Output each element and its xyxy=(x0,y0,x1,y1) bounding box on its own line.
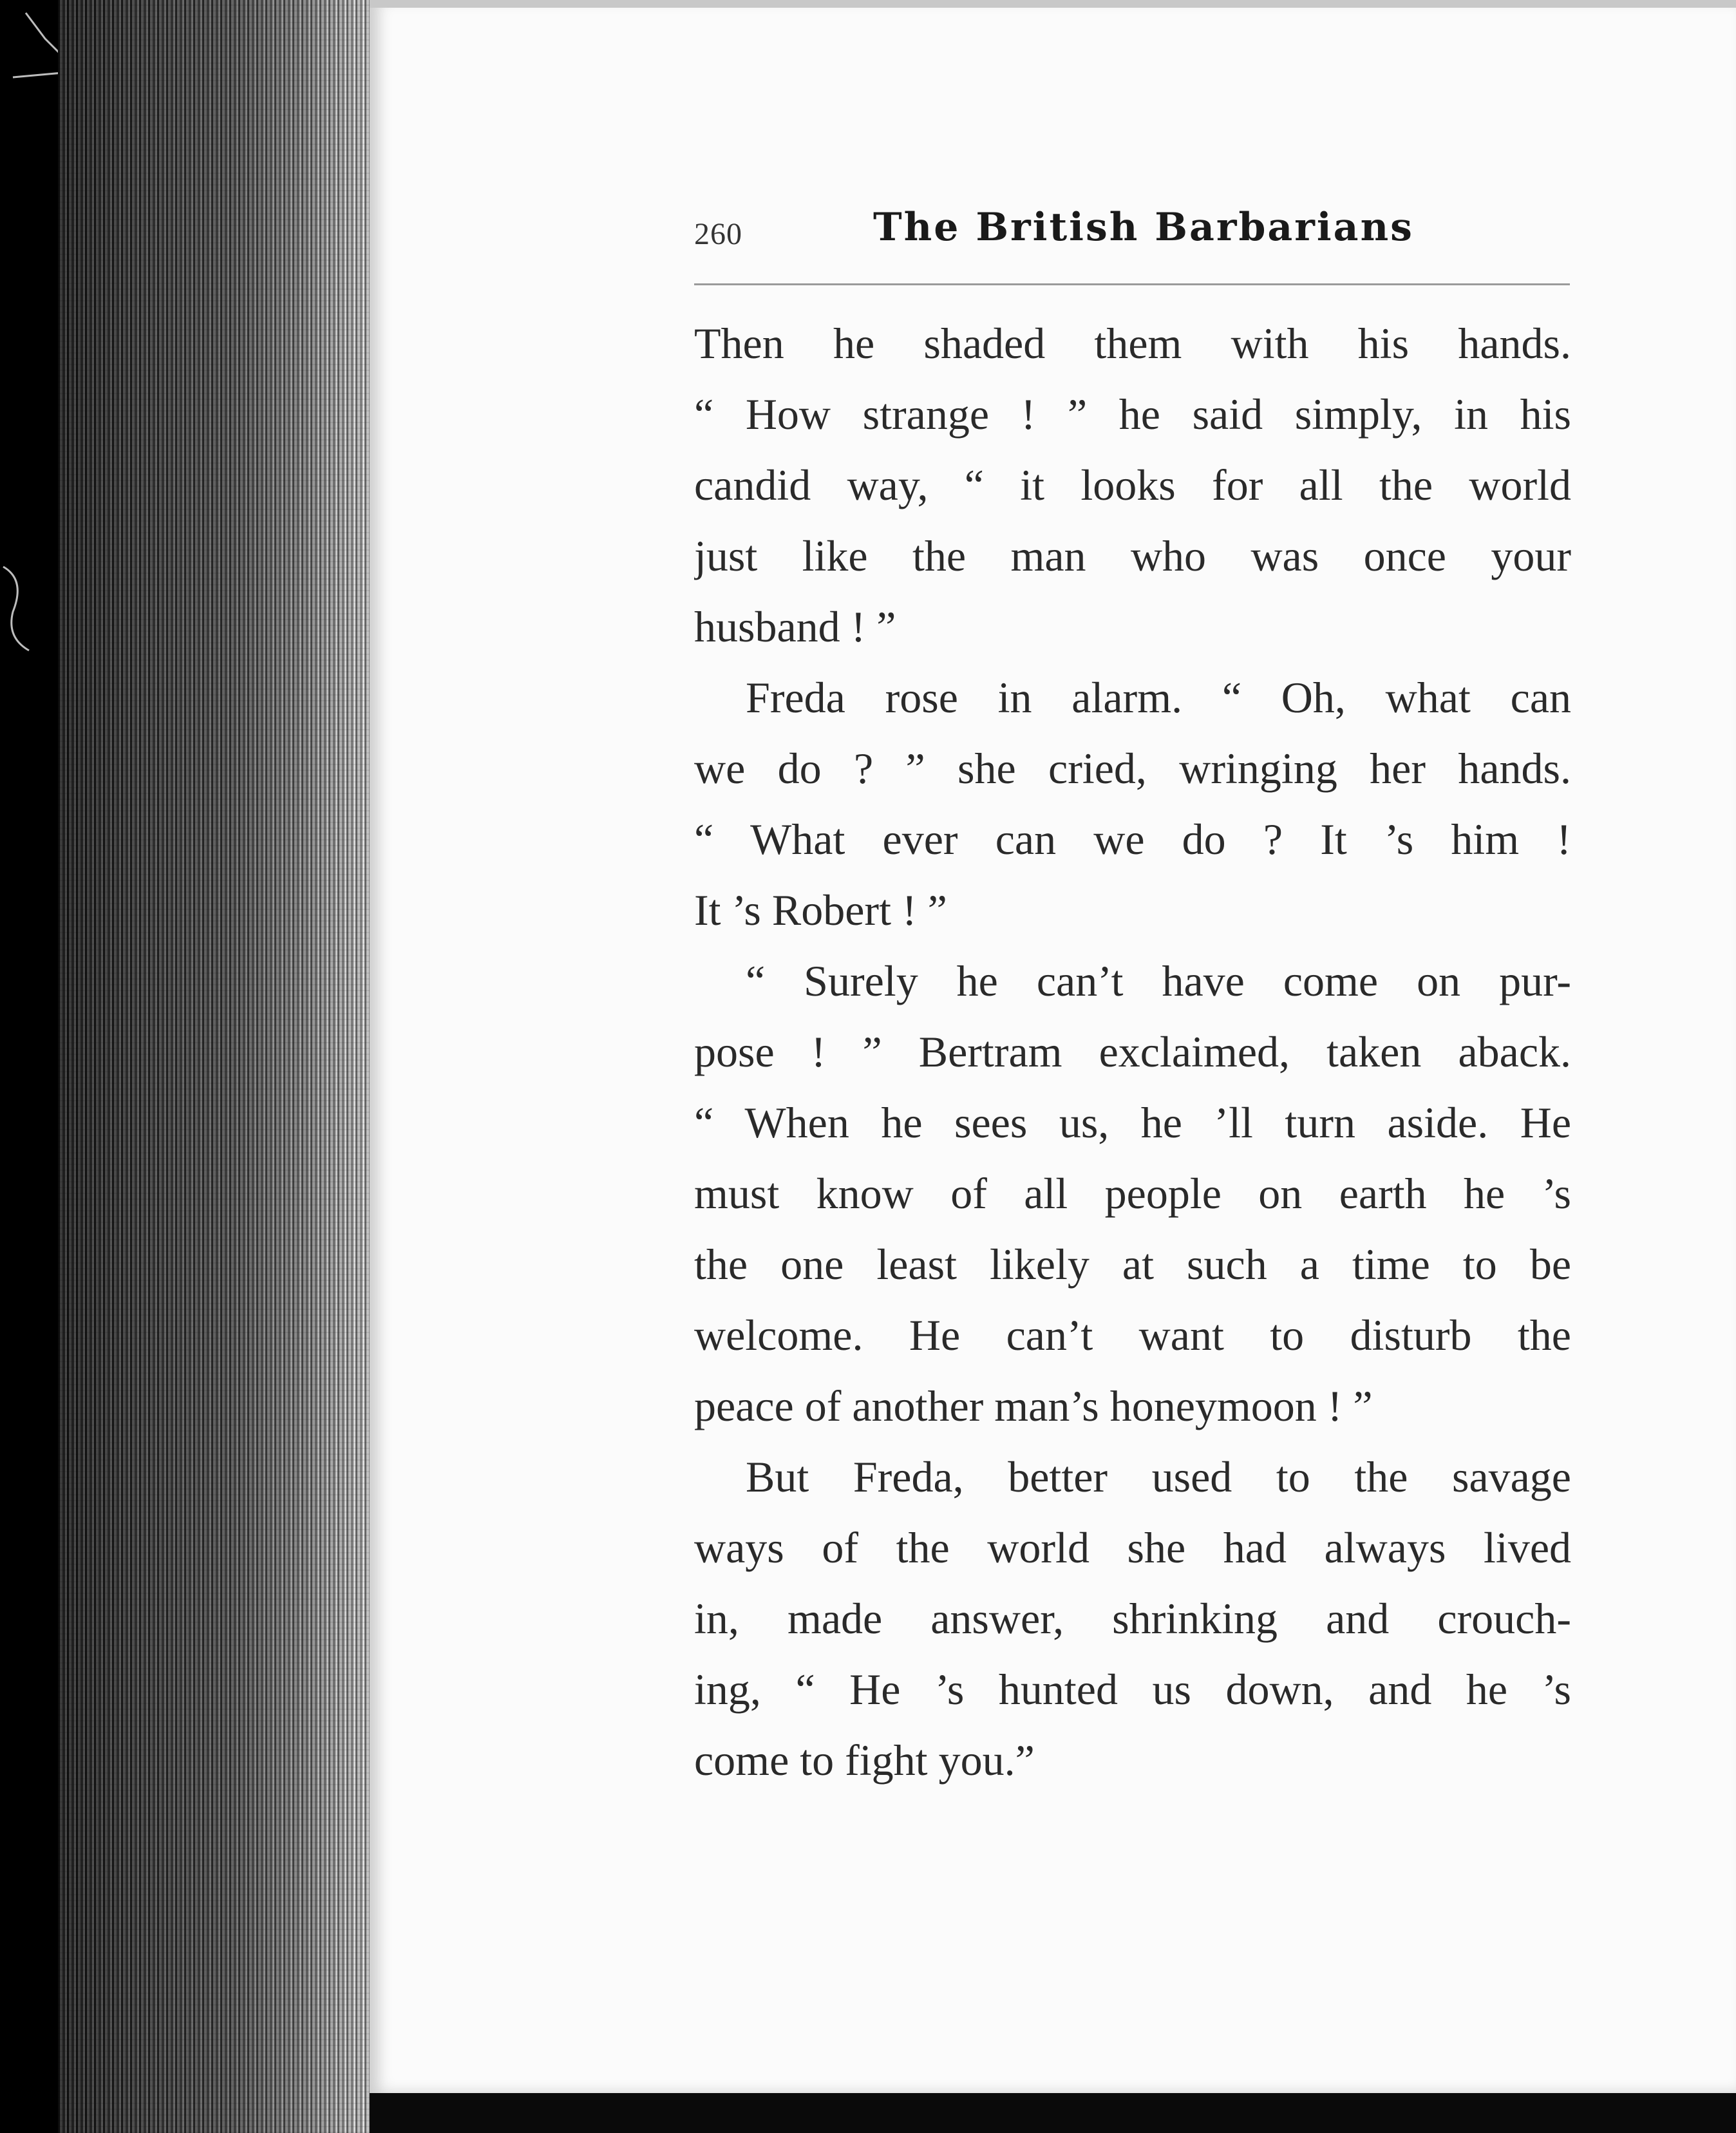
running-head xyxy=(694,205,1570,263)
text-line: peace of another man’s honeymoon ! ” xyxy=(694,1381,1373,1430)
text-line: husband ! ” xyxy=(694,602,896,651)
text-line: come to fight you.” xyxy=(694,1736,1035,1785)
text-line: just like the man who was once your xyxy=(694,531,1571,580)
page-edges xyxy=(58,0,373,2133)
text-line: we do ? ” she cried, wringing her hands. xyxy=(694,744,1571,793)
scan-bottom-edge xyxy=(370,2093,1736,2133)
text-line: candid way, “ it looks for all the world xyxy=(694,460,1571,509)
text-line: in, made answer, shrinking and crouch- xyxy=(694,1594,1571,1643)
text-line: the one least likely at such a time to be xyxy=(694,1240,1571,1289)
text-line: Then he shaded them with his hands. xyxy=(694,319,1571,368)
text-line: ing, “ He ’s hunted us down, and he ’s xyxy=(694,1665,1571,1714)
text-line: “ Surely he can’t have come on pur- xyxy=(746,956,1571,1005)
header-rule xyxy=(694,283,1570,285)
text-line: must know of all people on earth he ’s xyxy=(694,1169,1571,1218)
text-line: “ How strange ! ” he said simply, in his xyxy=(694,390,1571,439)
page-top-edge xyxy=(370,0,1736,8)
body-text xyxy=(694,308,1571,1796)
text-line: “ What ever can we do ? It ’s him ! xyxy=(694,815,1571,864)
text-line: But Freda, better used to the savage xyxy=(746,1452,1571,1501)
text-line: It ’s Robert ! ” xyxy=(694,886,947,934)
running-title: The British Barbarians xyxy=(873,205,1414,250)
page-number: 260 xyxy=(694,217,742,251)
text-line: “ When he sees us, he ’ll turn aside. He xyxy=(694,1098,1571,1147)
text-line: ways of the world she had always lived xyxy=(694,1523,1571,1572)
text-line: pose ! ” Bertram exclaimed, taken aback. xyxy=(694,1027,1571,1076)
text-line: welcome. He can’t want to disturb the xyxy=(694,1311,1571,1360)
text-line: Freda rose in alarm. “ Oh, what can xyxy=(746,673,1571,722)
